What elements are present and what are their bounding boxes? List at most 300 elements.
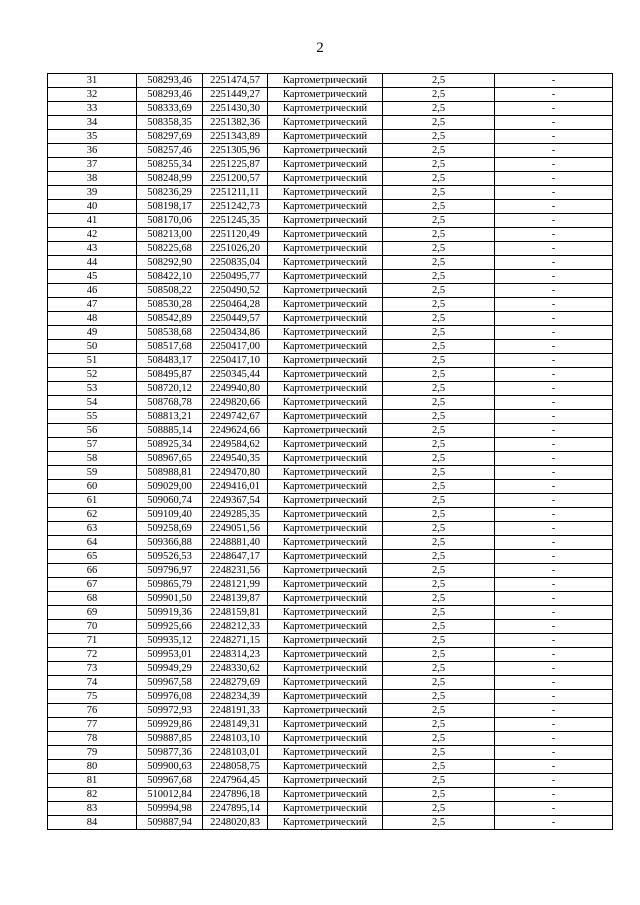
accuracy-cell: 2,5: [383, 242, 495, 256]
table-row: [48, 620, 613, 634]
table-row: [48, 606, 613, 620]
method-cell: Картометрический: [268, 340, 383, 354]
accuracy-cell: 2,5: [383, 200, 495, 214]
table-row: [48, 760, 613, 774]
note-cell: -: [495, 634, 613, 648]
table-row: [48, 410, 613, 424]
note-cell: -: [495, 788, 613, 802]
method-cell: Картометрический: [268, 690, 383, 704]
x-coordinate-cell: 509976,08: [137, 690, 203, 704]
y-coordinate-cell: 2250434,86: [203, 326, 268, 340]
x-coordinate-cell: 508508,22: [137, 284, 203, 298]
accuracy-cell: 2,5: [383, 256, 495, 270]
note-cell: -: [495, 130, 613, 144]
point-number-cell: 54: [48, 396, 137, 410]
table-row: [48, 802, 613, 816]
x-coordinate-cell: 508495,87: [137, 368, 203, 382]
x-coordinate-cell: 508213,00: [137, 228, 203, 242]
point-number-cell: 56: [48, 424, 137, 438]
note-cell: -: [495, 396, 613, 410]
point-number-cell: 38: [48, 172, 137, 186]
accuracy-cell: 2,5: [383, 270, 495, 284]
x-coordinate-cell: 509900,63: [137, 760, 203, 774]
accuracy-cell: 2,5: [383, 88, 495, 102]
y-coordinate-cell: 2251245,35: [203, 214, 268, 228]
y-coordinate-cell: 2249624,66: [203, 424, 268, 438]
table-row: [48, 172, 613, 186]
x-coordinate-cell: 509865,79: [137, 578, 203, 592]
table-row: [48, 186, 613, 200]
note-cell: -: [495, 578, 613, 592]
x-coordinate-cell: 508293,46: [137, 88, 203, 102]
method-cell: Картометрический: [268, 158, 383, 172]
point-number-cell: 74: [48, 676, 137, 690]
x-coordinate-cell: 508198,17: [137, 200, 203, 214]
y-coordinate-cell: 2250417,10: [203, 354, 268, 368]
accuracy-cell: 2,5: [383, 396, 495, 410]
table-row: [48, 228, 613, 242]
table-row: [48, 788, 613, 802]
note-cell: -: [495, 564, 613, 578]
table-row: [48, 648, 613, 662]
accuracy-cell: 2,5: [383, 424, 495, 438]
accuracy-cell: 2,5: [383, 816, 495, 830]
point-number-cell: 49: [48, 326, 137, 340]
note-cell: -: [495, 438, 613, 452]
x-coordinate-cell: 510012,84: [137, 788, 203, 802]
y-coordinate-cell: 2250417,00: [203, 340, 268, 354]
y-coordinate-cell: 2248149,31: [203, 718, 268, 732]
x-coordinate-cell: 509972,93: [137, 704, 203, 718]
note-cell: -: [495, 368, 613, 382]
y-coordinate-cell: 2248139,87: [203, 592, 268, 606]
note-cell: -: [495, 74, 613, 88]
y-coordinate-cell: 2248881,40: [203, 536, 268, 550]
point-number-cell: 51: [48, 354, 137, 368]
y-coordinate-cell: 2251430,30: [203, 102, 268, 116]
note-cell: -: [495, 410, 613, 424]
note-cell: -: [495, 704, 613, 718]
x-coordinate-cell: 509887,85: [137, 732, 203, 746]
accuracy-cell: 2,5: [383, 480, 495, 494]
accuracy-cell: 2,5: [383, 550, 495, 564]
y-coordinate-cell: 2249367,54: [203, 494, 268, 508]
table-row: [48, 718, 613, 732]
x-coordinate-cell: 509949,29: [137, 662, 203, 676]
y-coordinate-cell: 2249416,01: [203, 480, 268, 494]
table-row: [48, 690, 613, 704]
point-number-cell: 55: [48, 410, 137, 424]
accuracy-cell: 2,5: [383, 732, 495, 746]
accuracy-cell: 2,5: [383, 368, 495, 382]
note-cell: -: [495, 354, 613, 368]
y-coordinate-cell: 2251305,96: [203, 144, 268, 158]
note-cell: -: [495, 186, 613, 200]
method-cell: Картометрический: [268, 130, 383, 144]
y-coordinate-cell: 2248058,75: [203, 760, 268, 774]
point-number-cell: 78: [48, 732, 137, 746]
accuracy-cell: 2,5: [383, 718, 495, 732]
accuracy-cell: 2,5: [383, 312, 495, 326]
method-cell: Картометрический: [268, 228, 383, 242]
note-cell: -: [495, 690, 613, 704]
table-row: [48, 354, 613, 368]
point-number-cell: 75: [48, 690, 137, 704]
accuracy-cell: 2,5: [383, 298, 495, 312]
point-number-cell: 36: [48, 144, 137, 158]
accuracy-cell: 2,5: [383, 158, 495, 172]
y-coordinate-cell: 2250835,04: [203, 256, 268, 270]
y-coordinate-cell: 2251242,73: [203, 200, 268, 214]
x-coordinate-cell: 508768,78: [137, 396, 203, 410]
point-number-cell: 79: [48, 746, 137, 760]
point-number-cell: 35: [48, 130, 137, 144]
point-number-cell: 73: [48, 662, 137, 676]
accuracy-cell: 2,5: [383, 648, 495, 662]
note-cell: -: [495, 312, 613, 326]
method-cell: Картометрический: [268, 354, 383, 368]
accuracy-cell: 2,5: [383, 326, 495, 340]
note-cell: -: [495, 746, 613, 760]
y-coordinate-cell: 2248159,81: [203, 606, 268, 620]
point-number-cell: 37: [48, 158, 137, 172]
point-number-cell: 44: [48, 256, 137, 270]
note-cell: -: [495, 522, 613, 536]
method-cell: Картометрический: [268, 536, 383, 550]
x-coordinate-cell: 509366,88: [137, 536, 203, 550]
y-coordinate-cell: 2248234,39: [203, 690, 268, 704]
x-coordinate-cell: 508236,29: [137, 186, 203, 200]
point-number-cell: 40: [48, 200, 137, 214]
table-row: [48, 368, 613, 382]
point-number-cell: 77: [48, 718, 137, 732]
accuracy-cell: 2,5: [383, 774, 495, 788]
x-coordinate-cell: 509526,53: [137, 550, 203, 564]
method-cell: Картометрический: [268, 718, 383, 732]
y-coordinate-cell: 2247896,18: [203, 788, 268, 802]
table-row: [48, 662, 613, 676]
method-cell: Картометрический: [268, 326, 383, 340]
point-number-cell: 60: [48, 480, 137, 494]
table-row: [48, 480, 613, 494]
note-cell: -: [495, 676, 613, 690]
x-coordinate-cell: 509029,00: [137, 480, 203, 494]
table-row: [48, 326, 613, 340]
y-coordinate-cell: 2249742,67: [203, 410, 268, 424]
note-cell: -: [495, 494, 613, 508]
method-cell: Картометрический: [268, 200, 383, 214]
note-cell: -: [495, 816, 613, 830]
note-cell: -: [495, 172, 613, 186]
x-coordinate-cell: 508358,35: [137, 116, 203, 130]
point-number-cell: 39: [48, 186, 137, 200]
method-cell: Картометрический: [268, 648, 383, 662]
accuracy-cell: 2,5: [383, 354, 495, 368]
x-coordinate-cell: 509109,40: [137, 508, 203, 522]
method-cell: Картометрический: [268, 802, 383, 816]
note-cell: -: [495, 214, 613, 228]
point-number-cell: 71: [48, 634, 137, 648]
accuracy-cell: 2,5: [383, 592, 495, 606]
accuracy-cell: 2,5: [383, 564, 495, 578]
x-coordinate-cell: 508248,99: [137, 172, 203, 186]
table-row: [48, 284, 613, 298]
note-cell: -: [495, 102, 613, 116]
y-coordinate-cell: 2251026,20: [203, 242, 268, 256]
note-cell: -: [495, 116, 613, 130]
note-cell: -: [495, 466, 613, 480]
x-coordinate-cell: 508333,69: [137, 102, 203, 116]
point-number-cell: 47: [48, 298, 137, 312]
method-cell: Картометрический: [268, 284, 383, 298]
method-cell: Картометрический: [268, 480, 383, 494]
accuracy-cell: 2,5: [383, 130, 495, 144]
accuracy-cell: 2,5: [383, 634, 495, 648]
table-row: [48, 102, 613, 116]
y-coordinate-cell: 2251449,27: [203, 88, 268, 102]
method-cell: Картометрический: [268, 74, 383, 88]
x-coordinate-cell: 508988,81: [137, 466, 203, 480]
note-cell: -: [495, 774, 613, 788]
y-coordinate-cell: 2248279,69: [203, 676, 268, 690]
x-coordinate-cell: 509953,01: [137, 648, 203, 662]
note-cell: -: [495, 284, 613, 298]
note-cell: -: [495, 200, 613, 214]
accuracy-cell: 2,5: [383, 690, 495, 704]
point-number-cell: 66: [48, 564, 137, 578]
point-number-cell: 32: [48, 88, 137, 102]
note-cell: -: [495, 620, 613, 634]
point-number-cell: 64: [48, 536, 137, 550]
note-cell: -: [495, 326, 613, 340]
note-cell: -: [495, 452, 613, 466]
y-coordinate-cell: 2248647,17: [203, 550, 268, 564]
accuracy-cell: 2,5: [383, 438, 495, 452]
x-coordinate-cell: 509994,98: [137, 802, 203, 816]
method-cell: Картометрический: [268, 704, 383, 718]
point-number-cell: 33: [48, 102, 137, 116]
y-coordinate-cell: 2251382,36: [203, 116, 268, 130]
x-coordinate-cell: 509258,69: [137, 522, 203, 536]
x-coordinate-cell: 509929,86: [137, 718, 203, 732]
y-coordinate-cell: 2248314,23: [203, 648, 268, 662]
method-cell: Картометрический: [268, 508, 383, 522]
accuracy-cell: 2,5: [383, 410, 495, 424]
accuracy-cell: 2,5: [383, 788, 495, 802]
method-cell: Картометрический: [268, 382, 383, 396]
method-cell: Картометрический: [268, 452, 383, 466]
table-row: [48, 88, 613, 102]
y-coordinate-cell: 2248271,15: [203, 634, 268, 648]
table-row: [48, 634, 613, 648]
x-coordinate-cell: 508538,68: [137, 326, 203, 340]
y-coordinate-cell: 2249820,66: [203, 396, 268, 410]
accuracy-cell: 2,5: [383, 144, 495, 158]
y-coordinate-cell: 2251120,49: [203, 228, 268, 242]
note-cell: -: [495, 242, 613, 256]
table-row: [48, 452, 613, 466]
note-cell: -: [495, 662, 613, 676]
accuracy-cell: 2,5: [383, 116, 495, 130]
method-cell: Картометрический: [268, 270, 383, 284]
note-cell: -: [495, 648, 613, 662]
method-cell: Картометрический: [268, 662, 383, 676]
point-number-cell: 34: [48, 116, 137, 130]
y-coordinate-cell: 2248231,56: [203, 564, 268, 578]
x-coordinate-cell: 508885,14: [137, 424, 203, 438]
table-row: [48, 536, 613, 550]
point-number-cell: 67: [48, 578, 137, 592]
accuracy-cell: 2,5: [383, 760, 495, 774]
method-cell: Картометрический: [268, 732, 383, 746]
y-coordinate-cell: 2249470,80: [203, 466, 268, 480]
table-row: [48, 158, 613, 172]
method-cell: Картометрический: [268, 424, 383, 438]
method-cell: Картометрический: [268, 620, 383, 634]
y-coordinate-cell: 2248191,33: [203, 704, 268, 718]
method-cell: Картометрический: [268, 214, 383, 228]
point-number-cell: 42: [48, 228, 137, 242]
y-coordinate-cell: 2251474,57: [203, 74, 268, 88]
table-row: [48, 298, 613, 312]
y-coordinate-cell: 2251211,11: [203, 186, 268, 200]
note-cell: -: [495, 550, 613, 564]
accuracy-cell: 2,5: [383, 74, 495, 88]
note-cell: -: [495, 270, 613, 284]
accuracy-cell: 2,5: [383, 508, 495, 522]
y-coordinate-cell: 2251343,89: [203, 130, 268, 144]
accuracy-cell: 2,5: [383, 676, 495, 690]
method-cell: Картометрический: [268, 774, 383, 788]
accuracy-cell: 2,5: [383, 214, 495, 228]
x-coordinate-cell: 508967,65: [137, 452, 203, 466]
method-cell: Картометрический: [268, 676, 383, 690]
method-cell: Картометрический: [268, 494, 383, 508]
x-coordinate-cell: 508720,12: [137, 382, 203, 396]
accuracy-cell: 2,5: [383, 522, 495, 536]
table-row: [48, 382, 613, 396]
point-number-cell: 57: [48, 438, 137, 452]
table-row: [48, 144, 613, 158]
x-coordinate-cell: 509887,94: [137, 816, 203, 830]
x-coordinate-cell: 508170,06: [137, 214, 203, 228]
table-row: [48, 774, 613, 788]
note-cell: -: [495, 508, 613, 522]
table-row: [48, 732, 613, 746]
table-row: [48, 592, 613, 606]
table-row: [48, 396, 613, 410]
note-cell: -: [495, 536, 613, 550]
table-row: [48, 242, 613, 256]
point-number-cell: 41: [48, 214, 137, 228]
y-coordinate-cell: 2250345,44: [203, 368, 268, 382]
x-coordinate-cell: 509901,50: [137, 592, 203, 606]
method-cell: Картометрический: [268, 522, 383, 536]
point-number-cell: 45: [48, 270, 137, 284]
table-row: [48, 578, 613, 592]
method-cell: Картометрический: [268, 564, 383, 578]
method-cell: Картометрический: [268, 144, 383, 158]
table-row: [48, 130, 613, 144]
method-cell: Картометрический: [268, 102, 383, 116]
table-row: [48, 312, 613, 326]
y-coordinate-cell: 2248121,99: [203, 578, 268, 592]
x-coordinate-cell: 508257,46: [137, 144, 203, 158]
x-coordinate-cell: 509796,97: [137, 564, 203, 578]
method-cell: Картометрический: [268, 396, 383, 410]
method-cell: Картометрический: [268, 634, 383, 648]
x-coordinate-cell: 509967,58: [137, 676, 203, 690]
x-coordinate-cell: 508542,89: [137, 312, 203, 326]
x-coordinate-cell: 509935,12: [137, 634, 203, 648]
point-number-cell: 68: [48, 592, 137, 606]
method-cell: Картометрический: [268, 760, 383, 774]
page-number: 2: [316, 40, 324, 56]
accuracy-cell: 2,5: [383, 536, 495, 550]
accuracy-cell: 2,5: [383, 802, 495, 816]
method-cell: Картометрический: [268, 550, 383, 564]
table-row: [48, 214, 613, 228]
accuracy-cell: 2,5: [383, 746, 495, 760]
accuracy-cell: 2,5: [383, 102, 495, 116]
x-coordinate-cell: 509877,36: [137, 746, 203, 760]
y-coordinate-cell: 2248212,33: [203, 620, 268, 634]
y-coordinate-cell: 2248330,62: [203, 662, 268, 676]
x-coordinate-cell: 508292,90: [137, 256, 203, 270]
table-row: [48, 676, 613, 690]
accuracy-cell: 2,5: [383, 284, 495, 298]
y-coordinate-cell: 2249285,35: [203, 508, 268, 522]
method-cell: Картометрический: [268, 116, 383, 130]
y-coordinate-cell: 2249584,62: [203, 438, 268, 452]
note-cell: -: [495, 144, 613, 158]
table-row: [48, 564, 613, 578]
x-coordinate-cell: 508422,10: [137, 270, 203, 284]
accuracy-cell: 2,5: [383, 228, 495, 242]
note-cell: -: [495, 88, 613, 102]
accuracy-cell: 2,5: [383, 578, 495, 592]
method-cell: Картометрический: [268, 368, 383, 382]
point-number-cell: 82: [48, 788, 137, 802]
accuracy-cell: 2,5: [383, 382, 495, 396]
point-number-cell: 58: [48, 452, 137, 466]
method-cell: Картометрический: [268, 298, 383, 312]
method-cell: Картометрический: [268, 788, 383, 802]
point-number-cell: 80: [48, 760, 137, 774]
table-row: [48, 340, 613, 354]
note-cell: -: [495, 606, 613, 620]
accuracy-cell: 2,5: [383, 172, 495, 186]
note-cell: -: [495, 760, 613, 774]
table-row: [48, 816, 613, 830]
point-number-cell: 43: [48, 242, 137, 256]
accuracy-cell: 2,5: [383, 186, 495, 200]
note-cell: -: [495, 718, 613, 732]
point-number-cell: 81: [48, 774, 137, 788]
point-number-cell: 50: [48, 340, 137, 354]
table-row: [48, 704, 613, 718]
note-cell: -: [495, 298, 613, 312]
table-row: [48, 270, 613, 284]
method-cell: Картометрический: [268, 466, 383, 480]
y-coordinate-cell: 2249540,35: [203, 452, 268, 466]
y-coordinate-cell: 2248103,10: [203, 732, 268, 746]
note-cell: -: [495, 802, 613, 816]
method-cell: Картометрический: [268, 410, 383, 424]
x-coordinate-cell: 508293,46: [137, 74, 203, 88]
accuracy-cell: 2,5: [383, 340, 495, 354]
point-number-cell: 69: [48, 606, 137, 620]
